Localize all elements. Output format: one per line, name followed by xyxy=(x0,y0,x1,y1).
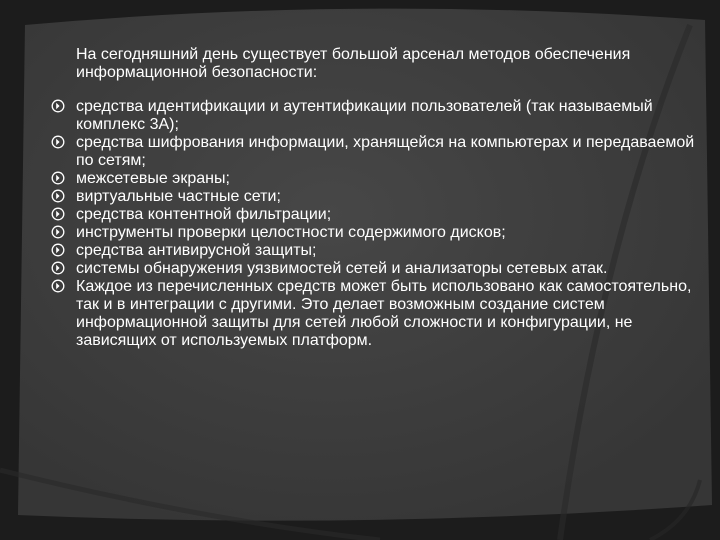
circled-arrow-icon xyxy=(51,243,65,257)
circled-arrow-icon xyxy=(51,207,65,221)
bullet-text: межсетевые экраны; xyxy=(76,170,230,187)
intro-text: На сегодняшний день существует большой арсенал методов обеспечения информационной безопасности: xyxy=(76,46,631,81)
list-item xyxy=(76,206,696,224)
list-item xyxy=(76,242,696,260)
list-item xyxy=(76,188,696,206)
bullet-text: средства контентной фильтрации; xyxy=(76,206,332,223)
list-item xyxy=(76,170,696,188)
bullet-text: средства идентификации и аутентификации пользователей (так называемый комплекс 3А); xyxy=(76,98,653,133)
circled-arrow-icon xyxy=(51,279,65,293)
bullet-text: инструменты проверки целостности содержимого дисков; xyxy=(76,224,506,241)
bullet-text: системы обнаружения уязвимостей сетей и анализаторы сетевых атак. xyxy=(76,260,608,277)
bullet-list xyxy=(76,98,696,350)
list-item xyxy=(76,224,696,242)
list-item xyxy=(76,134,696,170)
list-item xyxy=(76,278,696,350)
bullet-text: средства антивирусной защиты; xyxy=(76,242,317,259)
bullet-text: виртуальные частные сети; xyxy=(76,188,281,205)
bullet-text: средства шифрования информации, хранящейся на компьютерах и передаваемой по сетям; xyxy=(76,134,695,169)
circled-arrow-icon xyxy=(51,171,65,185)
circled-arrow-icon xyxy=(51,261,65,275)
slide-content xyxy=(76,46,696,350)
circled-arrow-icon xyxy=(51,99,65,113)
circled-arrow-icon xyxy=(51,189,65,203)
bullet-text: Каждое из перечисленных средств может быть использовано как самостоятельно, так и в интеграции с другими. Это делает возможным создание систем информационной защиты для сетей любой сложности и конфигурации, не зависящих от используемых платформ. xyxy=(76,278,692,349)
list-item xyxy=(76,98,696,134)
circled-arrow-icon xyxy=(51,135,65,149)
list-item xyxy=(76,260,696,278)
circled-arrow-icon xyxy=(51,225,65,239)
